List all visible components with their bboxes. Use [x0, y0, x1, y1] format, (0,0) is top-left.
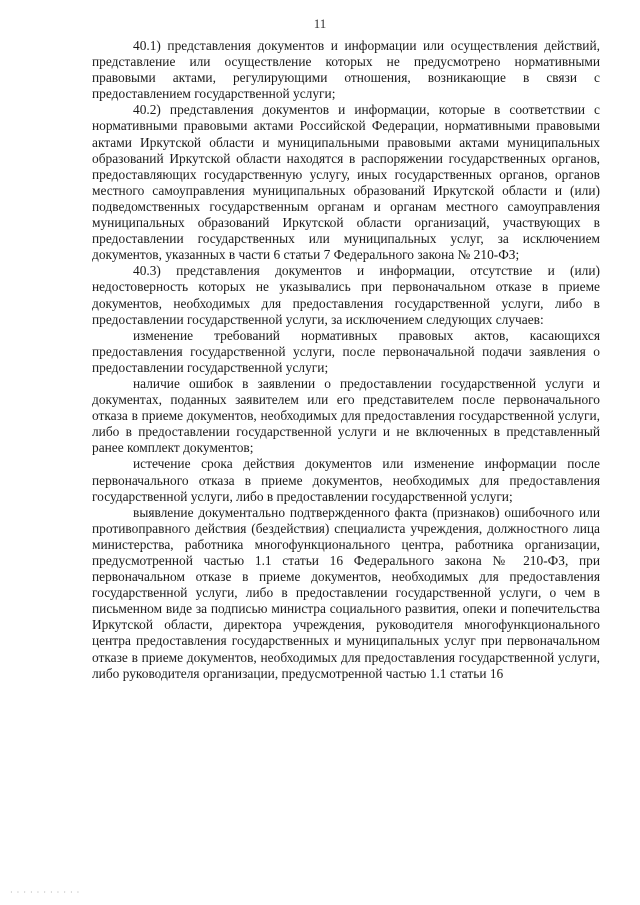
exception-item: изменение требований нормативных правовых актов, касающихся предоставления государственной услуги, после первоначальной подачи заявления о предоставлении государственной услуги; — [92, 327, 600, 375]
paragraph-40-1: 40.1) представления документов и информации или осуществления действий, представление или осуществление которых не предусмотрено нормативными правовыми актами, регулирующими отношения, возникающие в связи с предоставлением государственной услуги; — [92, 38, 600, 102]
document-body — [92, 38, 600, 682]
paragraph-40-3: 40.3) представления документов и информации, отсутствие и (или) недостоверность которых не указывались при первоначальном отказе в приеме документов, необходимых для предоставления государственной услуги, либо в предоставлении государственной услуги, за исключением следующих случаев: — [92, 263, 600, 327]
exception-item: выявление документально подтвержденного факта (признаков) ошибочного или противоправного действия (бездействия) специалиста учреждения, должностного лица министерства, работника многофункционального центра, работника организации, предусмотренной частью 1.1 статьи 16 Федерального закона № 210-ФЗ, при первоначальном отказе в приеме документов, необходимых для предоставления государственной услуги, либо в предоставлении государственной услуги, о чем в письменном виде за подписью министра социального развития, опеки и попечительства Иркутской области, директора учреждения, руководителя многофункционального центра предоставления государственных и муниципальных услуг при первоначальном отказе в приеме документов, необходимых для предоставления государственной услуги, либо руководителя организации, предусмотренной частью 1.1 статьи 16 — [92, 504, 600, 681]
paragraph-40-2: 40.2) представления документов и информации, которые в соответствии с нормативными правовыми актами Российской Федерации, нормативными правовыми актами Иркутской области и муниципальными правовыми актами муниципальных образований Иркутской области находятся в распоряжении государственных органов, предоставляющих государственную услугу, иных государственных органов, органов местного самоуправления муниципальных образований Иркутской области и (или) подведомственных государственным органам и органам местного самоуправления муниципальных образований Иркутской области организаций, участвующих в предоставлении государственных или муниципальных услуг, за исключением документов, указанных в части 6 статьи 7 Федерального закона № 210-ФЗ; — [92, 102, 600, 263]
exception-item: наличие ошибок в заявлении о предоставлении государственной услуги и документах, поданных заявителем или его представителем после первоначального отказа в приеме документов, необходимых для предоставления государственной услуги, либо в предоставлении государственной услуги и не включенных в представленный ранее комплект документов; — [92, 375, 600, 456]
scan-artifact: · · · · · · · · · · · — [10, 888, 81, 897]
exception-item: истечение срока действия документов или изменение информации после первоначального отказа в приеме документов, необходимых для предоставления государственной услуги, либо в предоставлении государственной услуги; — [92, 456, 600, 504]
page-number: 11 — [313, 16, 327, 31]
